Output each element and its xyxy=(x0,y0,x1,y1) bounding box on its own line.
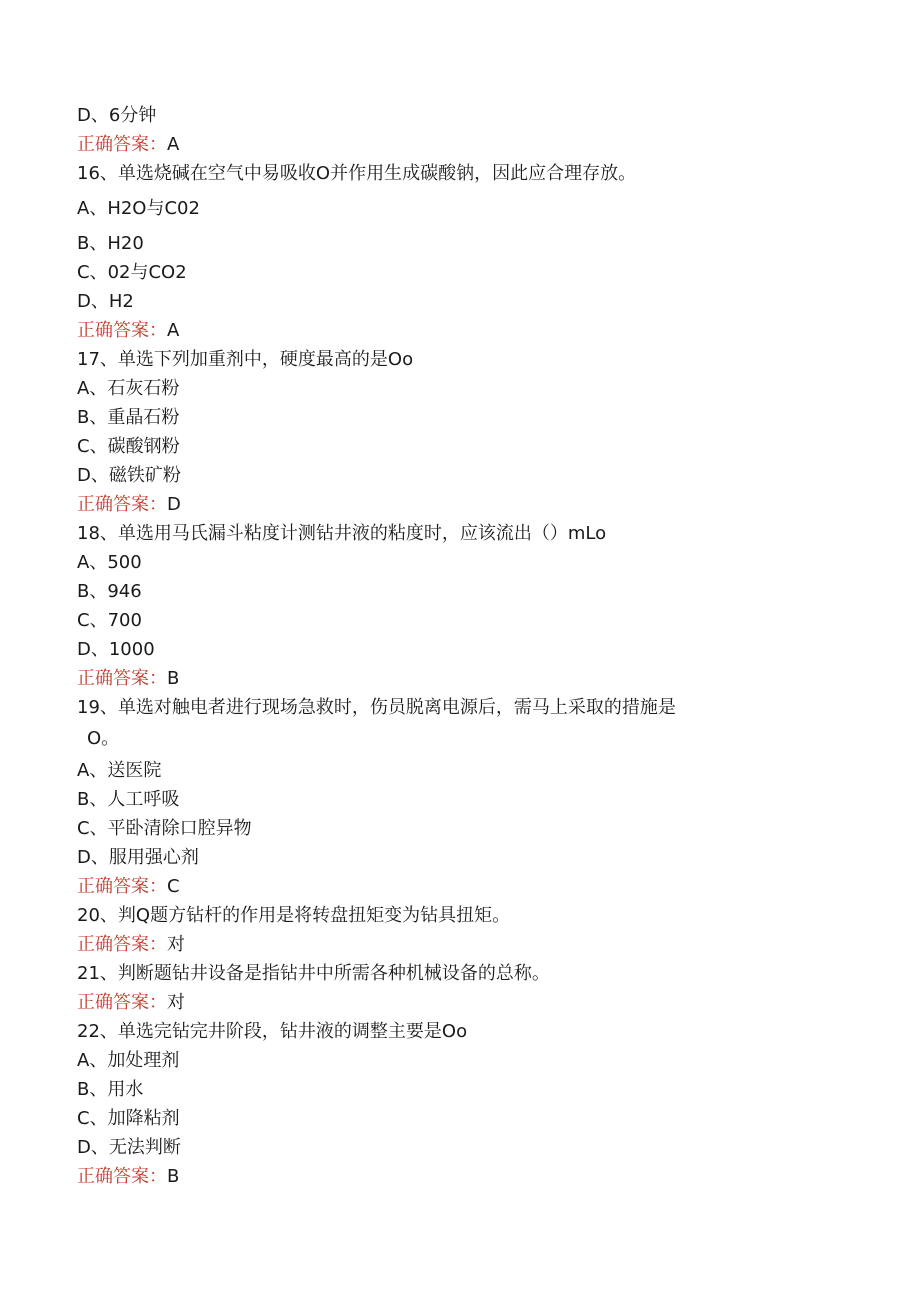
option-c: C、平卧清除口腔异物 xyxy=(77,818,252,839)
answer-label: 正确答案： xyxy=(77,134,167,155)
option-a: A、500 xyxy=(77,552,142,573)
option-b: B、H20 xyxy=(77,233,144,254)
answer-label: 正确答案： xyxy=(77,668,167,689)
answer-line xyxy=(77,930,860,959)
answer-value: B xyxy=(167,668,180,689)
question-stem-continued: O。 xyxy=(87,728,120,749)
option-c: C、加降粘剂 xyxy=(77,1108,180,1129)
answer-value: B xyxy=(167,1166,180,1187)
answer-line xyxy=(77,664,860,693)
question-stem: 21、判断题钻井设备是指钻井中所需各种机械设备的总称。 xyxy=(77,963,550,984)
answer-label: 正确答案： xyxy=(77,1166,167,1187)
option-b: B、人工呼吸 xyxy=(77,789,180,810)
question-stem: 20、判Q题方钻杆的作用是将转盘扭矩变为钻具扭矩。 xyxy=(77,905,511,926)
option-d: D、无法判断 xyxy=(77,1137,181,1158)
answer-label: 正确答案： xyxy=(77,992,167,1013)
answer-line xyxy=(77,130,860,159)
question-stem: 17、单选下列加重剂中，硬度最高的是Oo xyxy=(77,349,414,370)
option-c: C、700 xyxy=(77,610,142,631)
option-d: D、6分钟 xyxy=(77,105,157,126)
option-a: A、加处理剂 xyxy=(77,1050,180,1071)
answer-line xyxy=(77,1162,860,1191)
answer-value: A xyxy=(167,320,180,341)
answer-label: 正确答案： xyxy=(77,876,167,897)
answer-line xyxy=(77,872,860,901)
option-d: D、H2 xyxy=(77,291,134,312)
question-stem: 16、单选烧碱在空气中易吸收O并作用生成碳酸钠，因此应合理存放。 xyxy=(77,163,637,184)
answer-line xyxy=(77,316,860,345)
option-c: C、02与CO2 xyxy=(77,262,187,283)
option-d: D、1000 xyxy=(77,639,155,660)
option-b: B、重晶石粉 xyxy=(77,407,180,428)
option-a: A、H2O与C02 xyxy=(77,198,200,219)
answer-line xyxy=(77,490,860,519)
answer-value: 对 xyxy=(167,934,185,955)
option-a: A、送医院 xyxy=(77,760,162,781)
option-b: B、946 xyxy=(77,581,142,602)
option-c: C、碳酸钢粉 xyxy=(77,436,180,457)
question-stem: 22、单选完钻完井阶段，钻井液的调整主要是Oo xyxy=(77,1021,468,1042)
answer-label: 正确答案： xyxy=(77,494,167,515)
answer-value: D xyxy=(167,494,181,515)
option-d: D、服用强心剂 xyxy=(77,847,199,868)
answer-label: 正确答案： xyxy=(77,320,167,341)
question-stem: 19、单选对触电者进行现场急救时，伤员脱离电源后，需马上采取的措施是 xyxy=(77,697,676,718)
answer-value: C xyxy=(167,876,180,897)
option-d: D、磁铁矿粉 xyxy=(77,465,181,486)
answer-label: 正确答案： xyxy=(77,934,167,955)
answer-value: 对 xyxy=(167,992,185,1013)
answer-line xyxy=(77,988,860,1017)
answer-value: A xyxy=(167,134,180,155)
question-stem: 18、单选用马氏漏斗粘度计测钻井液的粘度时，应该流出（）mLo xyxy=(77,523,607,544)
question-list xyxy=(77,101,860,1191)
option-a: A、石灰石粉 xyxy=(77,378,180,399)
option-b: B、用水 xyxy=(77,1079,144,1100)
